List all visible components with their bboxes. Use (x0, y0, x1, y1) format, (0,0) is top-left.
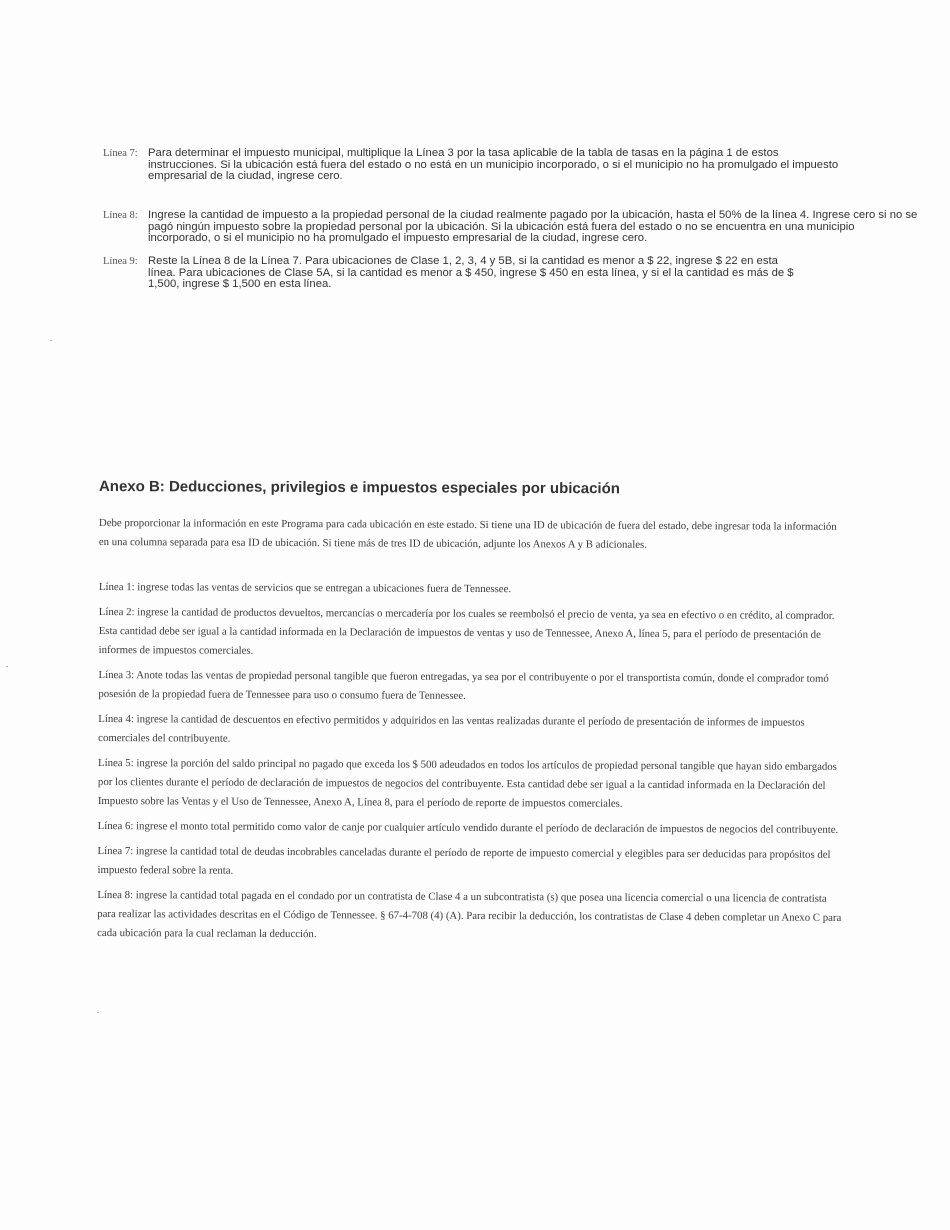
line-text: Para determinar el impuesto municipal, multiplique la Línea 3 por la tasa aplicable de la tabla de tasas en la página 1 de estos instrucciones. Si la ubicación está fuera del estado o no está en un municipio incorporado, o si el municipio no ha promulgado el impuesto empresarial de la ciudad, ingrese cero. (148, 147, 839, 183)
deduction-lines-list (97, 578, 844, 953)
deduction-line-1: Línea 1: ingrese todas las ventas de servicios que se entregan a ubicaciones fuera de Tennessee. (98, 580, 512, 596)
deduction-line-8: Línea 8: ingrese la cantidad total pagada en el condado por un contratista de Clase 4 a un subcontratista (s) que posea una licencia comercial o una licencia de contratista para realizar las actividades descritas en el Código de Tennessee. § 67-4-708 (4) (A). Para recibir la deducción, los contratistas de Clase 4 deben completar un Anexo C para cada ubicación para la cual reclaman la deducción. (97, 888, 842, 941)
scan-speck (6, 666, 8, 667)
instruction-line-8 (103, 210, 918, 245)
line-text: Ingrese la cantidad de impuesto a la propiedad personal de la ciudad realmente pagado por la ubicación, hasta el 50% de la línea 4. Ingrese cero si no se pagó ningún impuesto sobre la propiedad personal por la ubicación. Si la ubicación está fuera del estado o no se encuentra en una municipio incorporado, o si el municipio no ha promulgado el impuesto empresarial de la ciudad, ingrese cero. (148, 209, 918, 245)
deduction-line-3: Línea 3: Anote todas las ventas de propiedad personal tangible que fueron entregadas, ya sea por el contribuyente o por el transportista común, donde el comprador tomó posesión de la propiedad fuera de Tennessee para uso o consumo fuera de Tennessee. (98, 668, 829, 702)
section-title: Anexo B: Deducciones, privilegios e impuestos especiales por ubicación (98, 478, 620, 498)
deduction-line-6: Línea 6: ingrese el monto total permitido como valor de canje por cualquier artículo vendido durante el período de declaración de impuestos de negocios del contribuyente. (97, 819, 839, 836)
scan-speck (50, 340, 52, 341)
deduction-line-2: Línea 2: ingrese la cantidad de productos devueltos, mercancías o mercadería por los cuales se reembolsó el precio de venta, ya sea en efectivo o en crédito, al comprador. Esta cantidad debe ser igual a la cantidad informada en la Declaración de impuestos de ventas y uso de Tennessee, Anexo A, línea 5, para el período de presentación de informes de impuestos comerciales. (98, 605, 835, 657)
instruction-line-7 (103, 148, 843, 183)
instruction-line-9 (103, 256, 803, 291)
line-label: Línea 9: (103, 256, 138, 267)
line-label: Línea 8: (103, 210, 138, 221)
deduction-line-7: Línea 7: ingrese la cantidad total de deudas incobrables canceladas durante el período de reporte de impuesto comercial y elegibles para ser deducidas para propósitos del impuesto federal sobre la renta. (97, 844, 831, 877)
section-intro: Debe proporcionar la información en este Programa para cada ubicación en este estado. Si tiene una ID de ubicación de fuera del estado, debe ingresar toda la información en una columna separada para esa ID de ubicación. Si tiene más de tres ID de ubicación, adjunte los Anexos A y B adicionales. (98, 516, 837, 551)
deduction-line-4: Línea 4: ingrese la cantidad de descuentos en efectivo permitidos y adquiridos en las ventas realizadas durante el período de presentación de informes de impuestos comerciales del contribuyente. (98, 712, 805, 745)
line-text: Reste la Línea 8 de la Línea 7. Para ubicaciones de Clase 1, 2, 3, 4 y 5B, si la cantidad es menor a $ 22, ingrese $ 22 en esta línea. Para ubicaciones de Clase 5A, si la cantidad es menor a $ 450, ingrese $ 450 en esta línea, y si el la cantidad es más de $ 1,500, ingrese $ 1,500 en esta línea. (148, 255, 794, 291)
line-label: Línea 7: (103, 148, 138, 159)
deduction-line-5: Línea 5: ingrese la porción del saldo principal no pagado que exceda los $ 500 adeudados en todos los artículos de propiedad personal tangible que hayan sido embargados por los clientes durante el período de declaración de impuestos de negocios del contribuyente. Esta cantidad debe ser igual a la cantidad informada en la Declaración del Impuesto sobre las Ventas y el Uso de Tennessee, Anexo A, Línea 8, para el período de reporte de impuestos comerciales. (97, 756, 837, 810)
scan-speck (97, 1012, 99, 1013)
